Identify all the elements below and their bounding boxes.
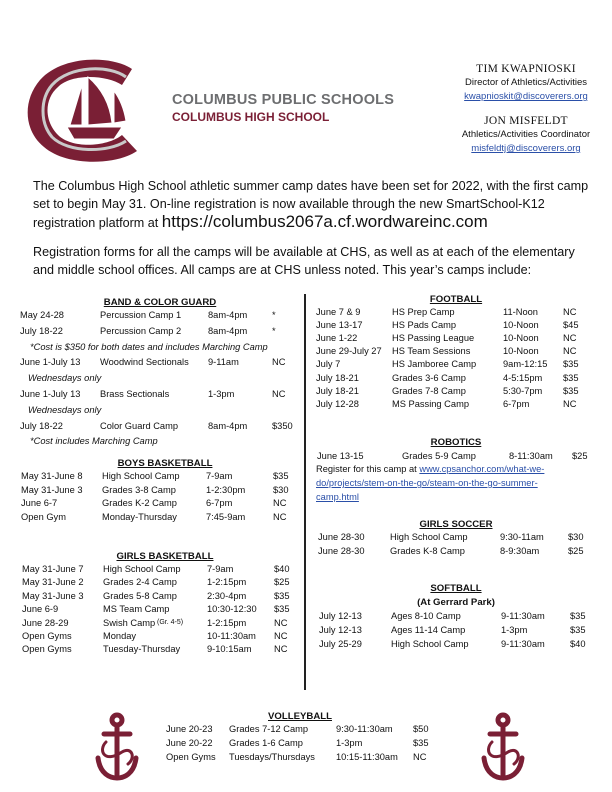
camp-dates: June 29-July 27 — [316, 346, 382, 357]
softball-location: (At Gerrard Park) — [417, 597, 495, 608]
camp-time: 8-11:30am — [509, 451, 553, 461]
camp-cost: NC — [272, 389, 286, 399]
contact-role: Director of Athletics/Activities — [465, 77, 587, 88]
camp-dates: May 31-June 3 — [21, 484, 83, 495]
camp-time: 1-3pm — [501, 624, 528, 635]
camp-time: 7-9am — [207, 564, 234, 574]
camp-name: Grades 3-8 Camp — [102, 484, 176, 495]
camp-name: HS Team Sessions — [392, 346, 471, 357]
camp-time: 1-2:15pm — [207, 617, 247, 628]
camp-name: MS Team Camp — [103, 604, 170, 615]
robotics-link[interactable]: do/projects/stem-on-the-go/steam-on-the-go-summer- — [316, 478, 538, 488]
contact-name: JON MISFELDT — [484, 115, 568, 127]
camp-dates: July 7 — [316, 359, 341, 370]
camp-dates: July 18-21 — [316, 385, 359, 396]
camp-name: High School Camp — [391, 638, 469, 649]
camp-time: 10-Noon — [503, 320, 539, 331]
camp-cost: $50 — [413, 724, 429, 734]
camp-dates: July 18-22 — [20, 325, 63, 336]
camp-time: 9-10:15am — [207, 644, 252, 655]
camp-time: 4-5:15pm — [503, 372, 543, 383]
camp-dates: June 13-17 — [316, 320, 363, 331]
camp-name: Grades 5-8 Camp — [103, 590, 177, 601]
camp-cost: $45 — [563, 320, 579, 331]
camp-name: Grades 7-12 Camp — [229, 724, 309, 734]
camp-dates: May 31-June 8 — [21, 471, 83, 481]
registration-url[interactable]: https://columbus2067a.cf.wordwareinc.com — [161, 212, 488, 231]
camp-cost: NC — [273, 511, 287, 522]
camp-dates: May 31-June 7 — [22, 564, 84, 574]
camp-name: Percussion Camp 1 — [100, 310, 182, 320]
camp-cost: $35 — [570, 624, 586, 635]
camp-dates: June 20-23 — [166, 724, 213, 734]
contact-email-link[interactable]: kwapnioskit@discoverers.org — [464, 91, 588, 102]
camp-time: 7:45-9am — [206, 511, 246, 522]
camp-dates: Open Gym — [21, 511, 66, 522]
camp-cost: NC — [274, 631, 288, 641]
camp-cost: NC — [563, 398, 577, 409]
camp-cost: $40 — [570, 638, 586, 649]
camp-dates: July 12-28 — [316, 398, 359, 409]
camp-cost: $35 — [274, 604, 290, 615]
camp-cost: $30 — [273, 484, 289, 495]
girls-basketball-heading: GIRLS BASKETBALL — [116, 551, 214, 562]
school-name: COLUMBUS HIGH SCHOOL — [172, 110, 330, 124]
camp-cost: $25 — [568, 545, 584, 556]
camp-dates: June 6-9 — [22, 604, 59, 615]
camp-name: Ages 11-14 Camp — [391, 624, 466, 635]
contact-name: TIM KWAPNIOSKI — [476, 63, 576, 75]
camp-name: High School Camp — [102, 471, 180, 481]
band-color-guard-note: Wednesdays only — [28, 404, 102, 415]
band-color-guard-note: Wednesdays only — [28, 373, 102, 384]
camp-name: Monday-Thursday — [102, 511, 177, 522]
columbus-logo — [22, 55, 170, 167]
camp-cost: $40 — [274, 564, 290, 574]
camp-dates: June 13-15 — [317, 451, 364, 461]
camp-time: 5:30-7pm — [503, 385, 543, 396]
boys-basketball-heading: BOYS BASKETBALL — [117, 458, 213, 469]
softball-heading: SOFTBALL — [430, 583, 482, 594]
camp-dates: Open Gyms — [22, 644, 72, 655]
camp-time: 10:30-12:30 — [207, 604, 257, 615]
camp-cost: $35 — [570, 611, 586, 621]
camp-cost: $35 — [563, 385, 579, 396]
camp-cost: $35 — [274, 590, 290, 601]
camp-dates: June 1-22 — [316, 333, 358, 344]
camp-name: HS Passing League — [392, 333, 475, 344]
camp-dates: June 1-July 13 — [20, 389, 81, 399]
camp-dates: June 20-22 — [166, 738, 213, 749]
camp-cost: NC — [563, 307, 577, 317]
contact-coordinator — [440, 115, 612, 154]
camp-name: Woodwind Sectionals — [100, 357, 189, 368]
camp-name: Tuesdays/Thursdays — [229, 752, 315, 763]
camp-dates: June 28-29 — [22, 617, 69, 628]
camp-time: 9-11:30am — [501, 611, 545, 621]
camp-dates: June 28-30 — [318, 532, 365, 542]
camp-name: Ages 8-10 Camp — [391, 611, 461, 621]
camp-name: Monday — [103, 631, 137, 641]
camp-time: 11-Noon — [503, 307, 538, 317]
camp-name: Grades 1-6 Camp — [229, 738, 303, 749]
camp-dates: May 24-28 — [20, 310, 64, 320]
camp-name: Percussion Camp 2 — [100, 325, 182, 336]
camp-name: Grades 7-8 Camp — [392, 385, 466, 396]
camp-time: 1-3pm — [208, 389, 235, 399]
camp-dates: July 12-13 — [319, 611, 362, 621]
camp-time: 8am-4pm — [208, 310, 248, 320]
camp-name: HS Prep Camp — [392, 307, 455, 317]
camp-time: 8am-4pm — [208, 325, 248, 336]
contact-email-link[interactable]: misfeldtj@discoverers.org — [471, 143, 581, 154]
camp-time: 2:30-4pm — [207, 590, 247, 601]
contact-director — [440, 63, 612, 102]
camp-name: MS Passing Camp — [392, 398, 469, 409]
band-color-guard-note: *Cost includes Marching Camp — [30, 436, 158, 447]
camp-cost: NC — [274, 617, 288, 628]
robotics-link[interactable]: www.cpsanchor.com/what-we- — [419, 464, 545, 474]
girls-soccer-heading: GIRLS SOCCER — [419, 519, 493, 530]
camp-time: 6-7pm — [503, 398, 530, 409]
volleyball-heading: VOLLEYBALL — [268, 711, 332, 722]
robotics-register-note — [316, 464, 544, 502]
camp-name: Tuesday-Thursday — [103, 644, 181, 655]
camp-cost: NC — [273, 498, 287, 508]
camp-name: Grades K-8 Camp — [390, 545, 465, 556]
camp-cost: * — [272, 325, 276, 336]
camp-dates: July 25-29 — [319, 638, 362, 649]
camp-cost: $35 — [413, 738, 429, 749]
football-heading: FOOTBALL — [429, 294, 483, 305]
camp-cost: NC — [413, 752, 427, 763]
robotics-heading: ROBOTICS — [430, 437, 482, 448]
camp-time: 10-Noon — [503, 333, 539, 344]
camp-time: 10-11:30am — [207, 631, 256, 641]
camp-dates: June 28-30 — [318, 545, 365, 556]
grade-note: (Gr. 4-5) — [157, 618, 184, 626]
band-color-guard-heading: BAND & COLOR GUARD — [103, 297, 217, 308]
camp-time: 1-2:30pm — [206, 484, 246, 495]
camp-time: 9:30-11am — [500, 532, 544, 542]
camp-dates: July 18-22 — [20, 420, 63, 431]
camp-cost: $350 — [272, 420, 293, 431]
anchor-icon — [478, 712, 528, 786]
camp-dates: Open Gyms — [22, 631, 72, 641]
camp-cost: $35 — [563, 372, 579, 383]
camp-dates: June 7 & 9 — [316, 307, 361, 317]
camp-cost: $25 — [274, 577, 290, 588]
camp-time: 10-Noon — [503, 346, 539, 357]
robotics-link[interactable]: camp.html — [316, 492, 359, 502]
column-divider — [304, 294, 306, 690]
camp-time: 9-11am — [208, 357, 239, 368]
camp-cost: NC — [563, 333, 577, 344]
intro-text: The Columbus High School athletic summer camp dates have been set for 2022, with the first camp set to begin May 31. On-line registration is now available through the new SmartSchool-K12 registration platform at — [33, 179, 589, 230]
camp-time: 9:30-11:30am — [336, 724, 393, 734]
camp-name: HS Jamboree Camp — [392, 359, 477, 370]
camp-time: 1-3pm — [336, 738, 363, 749]
camp-dates: May 31-June 2 — [22, 577, 84, 588]
camp-name: High School Camp — [390, 532, 468, 542]
camp-name: Swish Camp — [103, 617, 156, 628]
camp-time: 10:15-11:30am — [336, 752, 398, 763]
info-paragraph: Registration forms for all the camps will be available at CHS, as well as at each of the elementary and middle school offices. All camps are at CHS unless noted. This year’s camps include: — [33, 245, 575, 277]
camp-cost: NC — [563, 346, 577, 357]
camp-dates: May 31-June 3 — [22, 590, 84, 601]
camp-name: HS Pads Camp — [392, 320, 457, 331]
camp-name: Grades 2-4 Camp — [103, 577, 177, 588]
camp-time: 1-2:15pm — [207, 577, 247, 588]
anchor-icon — [92, 712, 142, 786]
camp-cost: $35 — [563, 359, 579, 370]
camp-dates: June 6-7 — [21, 498, 58, 508]
band-color-guard-note: *Cost is $350 for both dates and includes Marching Camp — [30, 341, 268, 352]
camp-time: 7-9am — [206, 471, 233, 481]
camp-name: Grades 5-9 Camp — [402, 451, 476, 461]
register-text: Register for this camp at — [316, 464, 417, 474]
camp-cost: $30 — [568, 532, 584, 542]
camp-time: 9-11:30am — [501, 638, 545, 649]
camp-name: High School Camp — [103, 564, 181, 574]
camp-name: Grades K-2 Camp — [102, 498, 177, 508]
camp-cost: NC — [272, 357, 286, 368]
camp-dates: July 12-13 — [319, 624, 362, 635]
camp-time: 6-7pm — [206, 498, 233, 508]
camp-name: Color Guard Camp — [100, 420, 179, 431]
camp-name: Brass Sectionals — [100, 389, 170, 399]
camp-dates: June 1-July 13 — [20, 357, 81, 368]
camp-time: 8am-4pm — [208, 420, 248, 431]
camp-cost: $35 — [273, 471, 289, 481]
camp-dates: July 18-21 — [316, 372, 359, 383]
org-name: COLUMBUS PUBLIC SCHOOLS — [172, 92, 395, 108]
camp-cost: $25 — [572, 451, 588, 461]
camp-cost: * — [272, 310, 276, 320]
camp-cost: NC — [274, 644, 288, 655]
camp-dates: Open Gyms — [166, 752, 216, 763]
camp-time: 8-9:30am — [500, 545, 540, 556]
contact-role: Athletics/Activities Coordinator — [461, 129, 591, 140]
camp-time: 9am-12:15 — [503, 359, 548, 370]
camp-name: Grades 3-6 Camp — [392, 372, 466, 383]
intro-paragraph — [33, 177, 593, 232]
